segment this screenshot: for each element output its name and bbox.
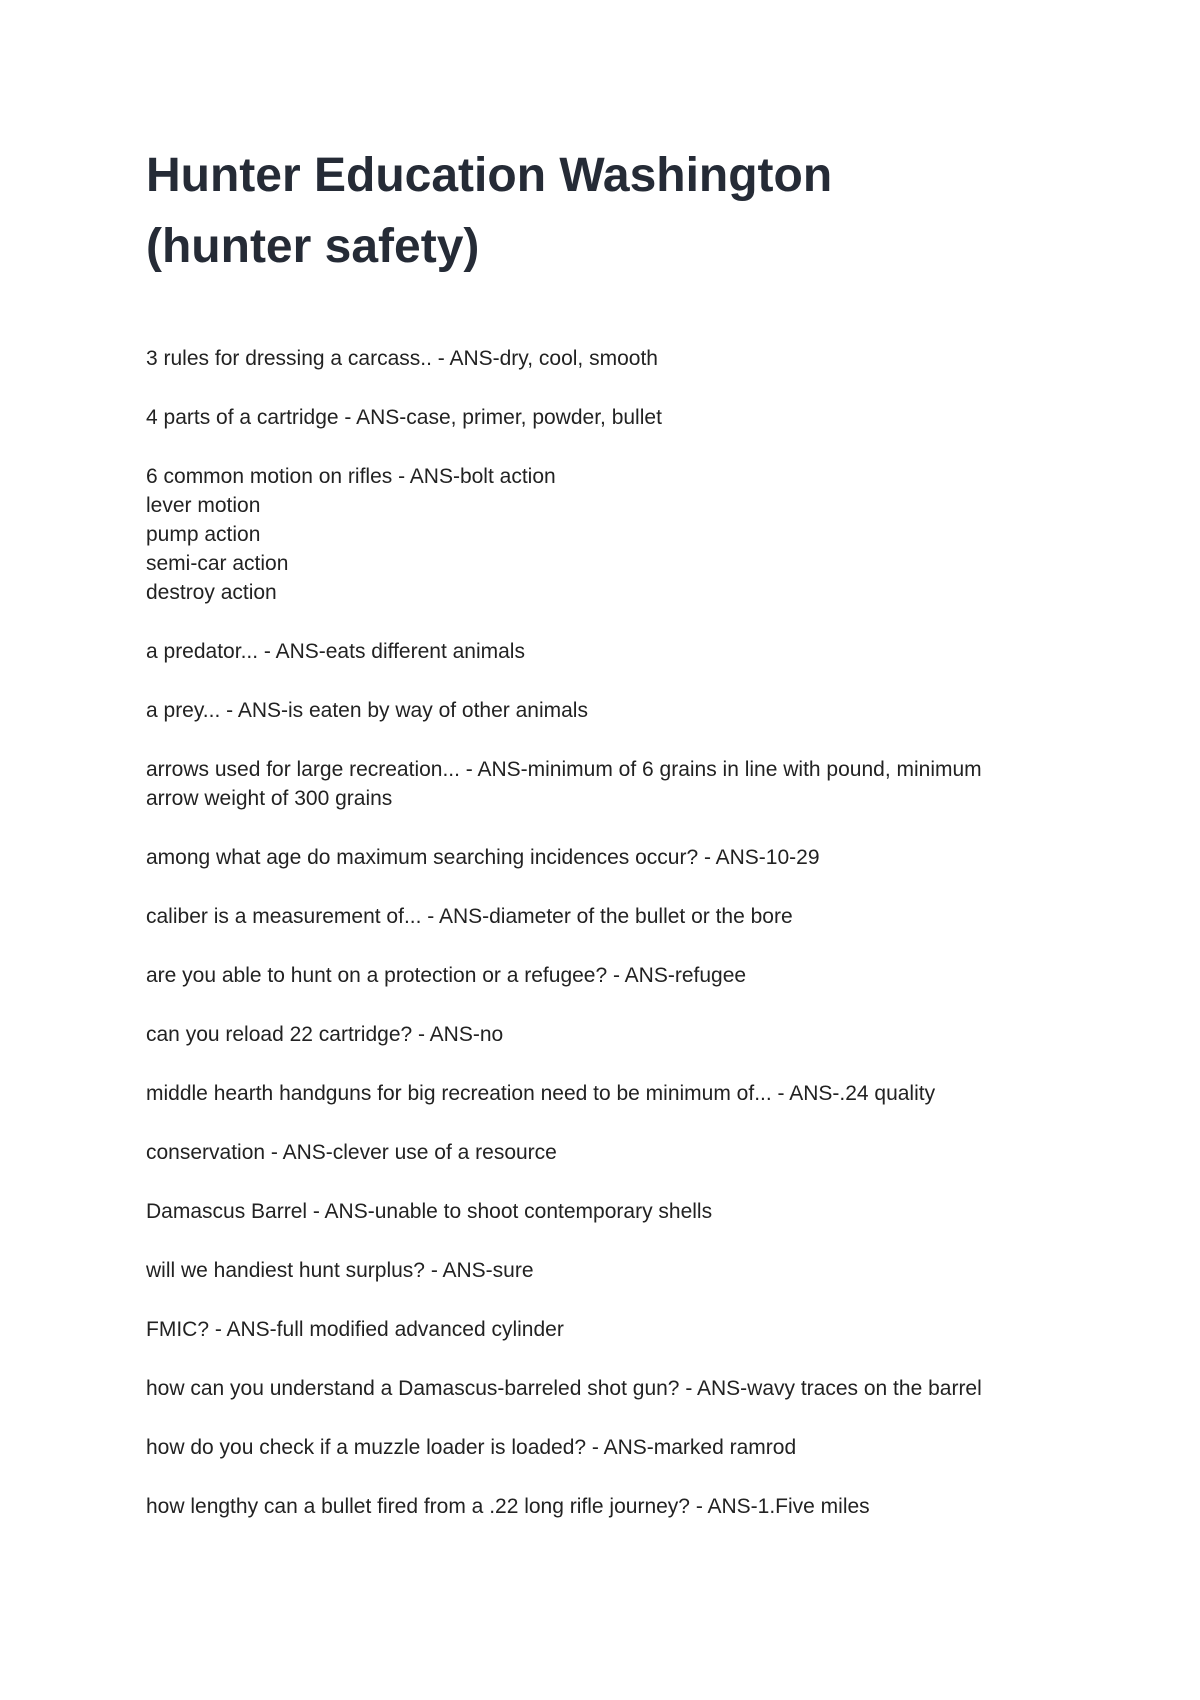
qa-item	[146, 755, 1046, 813]
qa-item	[146, 1492, 1046, 1521]
document-page	[146, 140, 1046, 1551]
qa-item	[146, 843, 1046, 872]
qa-item	[146, 961, 1046, 990]
qa-line: 4 parts of a cartridge - ANS-case, primer, powder, bullet	[146, 406, 662, 429]
page-title	[146, 140, 1046, 282]
qa-line: how can you understand a Damascus-barreled shot gun? - ANS-wavy traces on the barrel	[146, 1377, 982, 1400]
qa-line: 3 rules for dressing a carcass.. - ANS-dry, cool, smooth	[146, 347, 658, 370]
qa-line: destroy action	[146, 581, 277, 604]
qa-line: how do you check if a muzzle loader is loaded? - ANS-marked ramrod	[146, 1436, 797, 1459]
qa-item	[146, 1256, 1046, 1285]
qa-line: can you reload 22 cartridge? - ANS-no	[146, 1023, 504, 1046]
qa-line: how lengthy can a bullet fired from a .22 long rifle journey? - ANS-1.Five miles	[146, 1495, 870, 1518]
qa-line: Damascus Barrel - ANS-unable to shoot contemporary shells	[146, 1200, 713, 1223]
qa-line: will we handiest hunt surplus? - ANS-sure	[146, 1259, 534, 1282]
qa-line: arrows used for large recreation... - ANS-minimum of 6 grains in line with pound, minimum	[146, 758, 982, 781]
qa-item	[146, 1374, 1046, 1403]
qa-line: are you able to hunt on a protection or a refugee? - ANS-refugee	[146, 964, 747, 987]
qa-line: arrow weight of 300 grains	[146, 787, 393, 810]
qa-item	[146, 344, 1046, 373]
title-line-2: (hunter safety)	[146, 220, 480, 273]
qa-line: lever motion	[146, 494, 261, 517]
qa-line: middle hearth handguns for big recreation need to be minimum of... - ANS-.24 quality	[146, 1082, 936, 1105]
qa-line: a predator... - ANS-eats different animals	[146, 640, 525, 663]
title-line-1: Hunter Education Washington	[146, 149, 833, 202]
qa-line: pump action	[146, 523, 261, 546]
qa-line: among what age do maximum searching incidences occur? - ANS-10-29	[146, 846, 820, 869]
qa-item	[146, 1138, 1046, 1167]
qa-item	[146, 1079, 1046, 1108]
qa-item	[146, 1315, 1046, 1344]
qa-line: caliber is a measurement of... - ANS-diameter of the bullet or the bore	[146, 905, 793, 928]
qa-item	[146, 1197, 1046, 1226]
qa-line: a prey... - ANS-is eaten by way of other animals	[146, 699, 588, 722]
qa-item	[146, 1020, 1046, 1049]
qa-item	[146, 637, 1046, 666]
qa-item	[146, 403, 1046, 432]
qa-item	[146, 462, 1046, 607]
qa-line: FMIC? - ANS-full modified advanced cylinder	[146, 1318, 564, 1341]
qa-line: 6 common motion on rifles - ANS-bolt action	[146, 465, 556, 488]
qa-item	[146, 696, 1046, 725]
qa-item	[146, 902, 1046, 931]
qa-line: conservation - ANS-clever use of a resource	[146, 1141, 557, 1164]
qa-line: semi-car action	[146, 552, 289, 575]
qa-item	[146, 1433, 1046, 1462]
qa-list	[146, 344, 1046, 1521]
